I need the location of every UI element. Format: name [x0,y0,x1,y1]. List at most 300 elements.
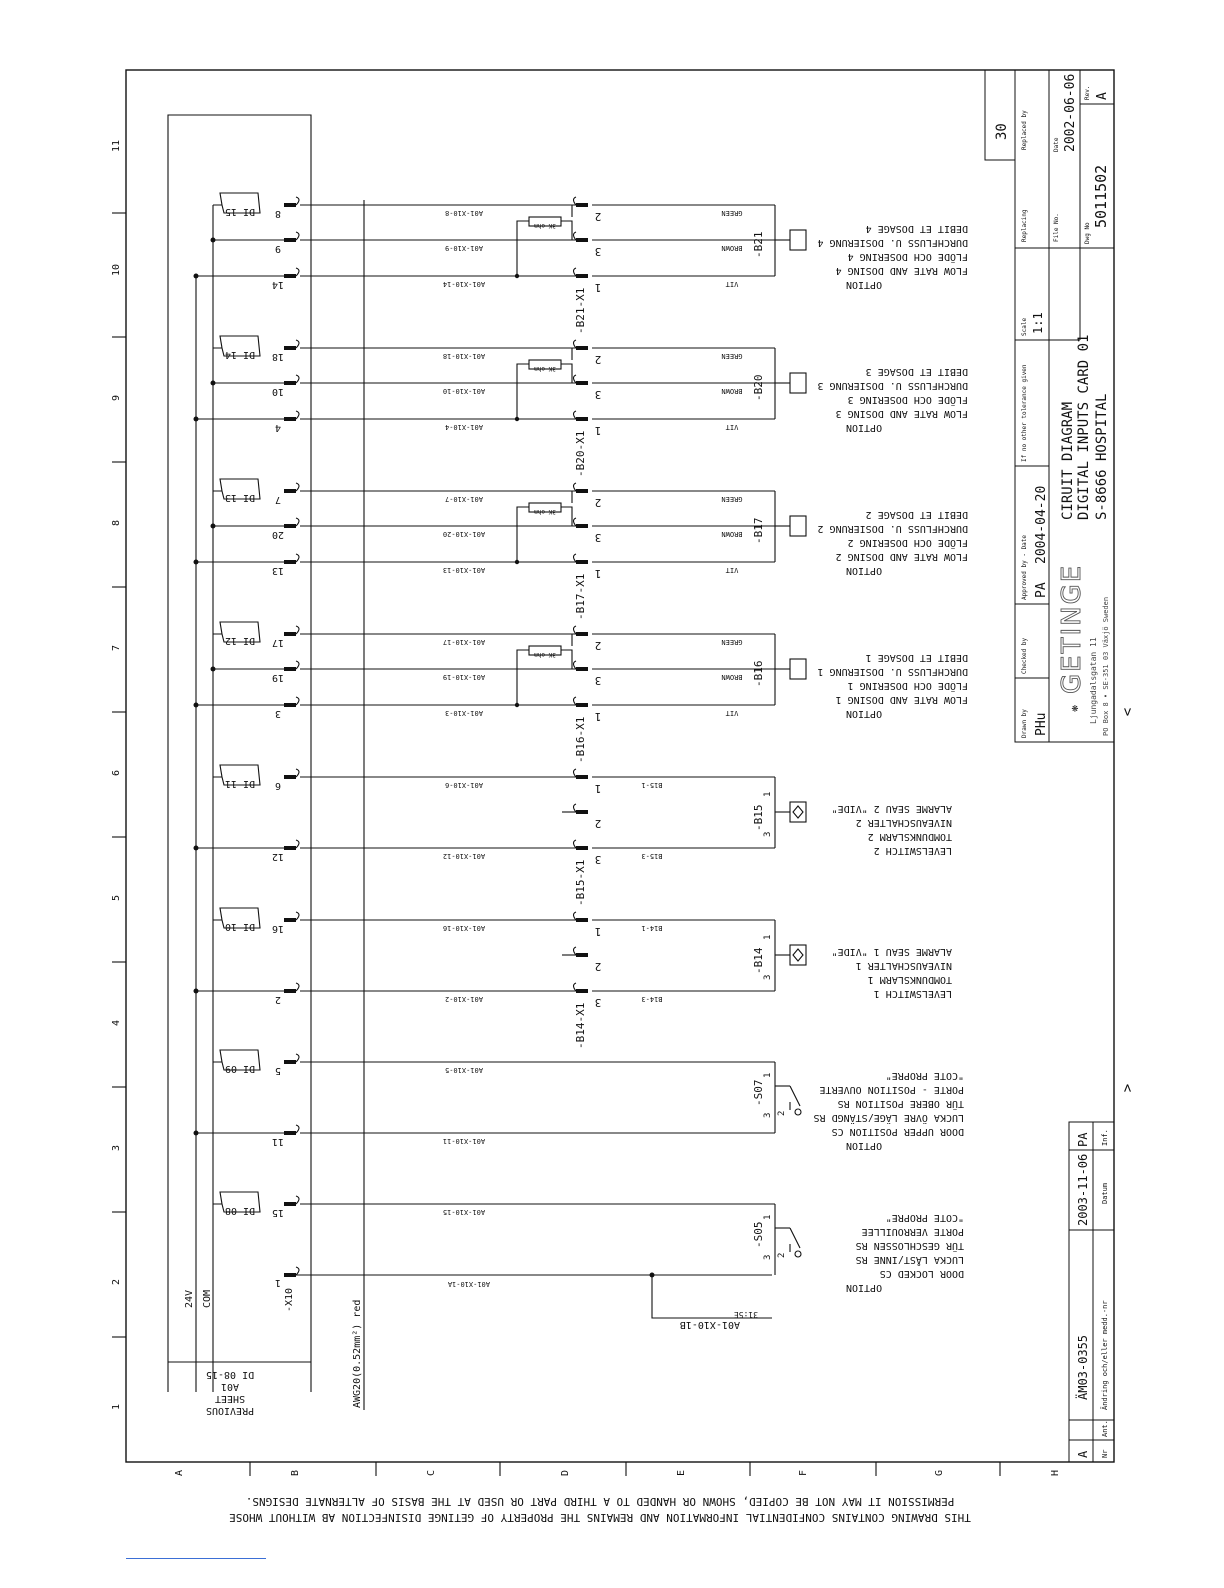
door-group-s05-switch-pin-1: 1 [763,1214,773,1220]
level-group-b15-desc-2: NIVEAUSCHALTER 2 [855,817,952,828]
flow-group-b16-t2-pin: 3 [274,708,282,719]
confidentiality-line-1: THIS DRAWING CONTAINS CONFIDENTIAL INFORMATION AND REMAINS THE PROPERTY OF GETINGE DISINFECTION AB WITHOUT WHOSE [229,1511,971,1524]
flow-group-b21-t0-pin: 8 [274,208,282,219]
level-group-b15-desc-1: TOMDUNKSLARM 2 [867,831,952,842]
level-group-b14-x1-pin-spare: 2 [594,960,602,973]
door-group-s07-switch-pin-3: 3 [763,1112,773,1118]
prev-sheet-label-2: SHEET [214,1393,246,1404]
level-group-b14-x1-pin-1: 3 [594,996,602,1009]
zone-numbers [111,140,126,1410]
logo-mark-icon: ❋ [1067,704,1081,712]
rev-label: Rev. [1084,85,1091,100]
door-group-s07-switch-pin-2: 2 [777,1110,787,1116]
flow-group-b17-color-1: BROWN [721,530,743,538]
flow-group-b21-desc-3: DEBIT ET DOSAGE 4 [865,223,968,234]
level-group-b15-desc-0: LEVELSWITCH 2 [873,845,952,856]
replaced-by-label: Replaced by [1021,110,1028,150]
flow-group-b16-x1-2-jack-hook [574,697,577,705]
flow-group-b16-option: OPTION [845,708,883,719]
approved-date: 2004-04-20 [1034,485,1049,564]
zone-number-1: 1 [111,1403,122,1411]
zone-number-3: 3 [111,1144,122,1152]
flow-group-b20-t0-terminal-hook [296,340,299,348]
flow-group-b21-res-lead-2 [517,221,529,276]
flow-group-b20-wire-label-2: A01-X10-4 [445,423,483,431]
zone-number-4: 4 [111,1019,122,1027]
flow-group-b20-di-label: DI 14 [224,349,256,360]
flow-group-b21-sensor-label: -B21 [752,231,765,258]
drawing-date: 2002-06-06 [1063,73,1078,152]
drawing-rev: A [1095,92,1110,100]
level-group-b15-x1-spare-jack [576,810,588,814]
flow-group-b20-res-junction [515,417,519,421]
door-group-s05-t0-terminal [284,1202,296,1206]
level-group-b15-t0-terminal-hook [296,769,299,777]
door-group-s05-switch-label: -S05 [752,1221,765,1248]
level-group-b15-t0-pin: 6 [274,780,282,791]
door-group-s07-t1-pin: 11 [271,1136,285,1147]
level-group-b14-desc-1: TOMDUNKSLARM 1 [867,974,952,985]
dwg-no-label: Dwg No [1084,222,1091,244]
level-group-b14-sensor-pin-1: 1 [763,934,773,940]
flow-group-b17-t2-terminal-hook [296,554,299,562]
door-group-s07-t1-terminal [284,1131,296,1135]
flow-group-b16-wire-label-2: A01-X10-3 [445,709,483,717]
flow-group-b16-x1-pin-1: 3 [594,674,602,687]
level-group-b15-t1-terminal [284,846,296,850]
level-group-b15-x1-pin-spare: 2 [594,817,602,830]
level-group-b14-wire-label-0: A01-X10-16 [442,924,486,932]
flow-group-b20-t0-pin: 18 [271,351,285,362]
flow-group-b16-desc-2: DURCHFLUSS U. DOSIERUNG 1 [817,666,968,677]
flow-group-b21-option: OPTION [845,279,883,290]
flow-group-b17-option: OPTION [845,565,883,576]
flow-group-b21-x1-1-jack-hook [574,232,577,240]
flow-group-b17-t2-terminal [284,560,296,564]
flow-group-b16-res-lead-1 [561,650,572,669]
cable-spec-label: AWG20(0.52mm²) red [352,1299,363,1408]
revision-date: 2003-11-06 [1076,1153,1090,1226]
flow-group-b21-t0-terminal [284,203,296,207]
flow-group-b20-t1-pin: 10 [271,386,285,397]
flow-group-b20-x1-pin-0: 2 [594,353,602,366]
drawing-frame [126,70,1114,1462]
flow-group-b21-x1-pin-1: 3 [594,245,602,258]
level-group-b14-sensor-label: -B14 [752,947,765,974]
level-group-b14-x1-0-jack-hook [574,912,577,920]
flow-group-b21-t1-terminal [284,238,296,242]
zone-number-5: 5 [111,894,122,902]
flow-group-b16-color-1: BROWN [721,673,743,681]
company-address-1: Ljungadalsgatan 11 [1089,637,1098,724]
flow-group-b20-x1-pin-2: 1 [594,424,602,437]
flow-group-b21-x1-pin-2: 1 [594,281,602,294]
flow-group-b21-desc-1: FLÖDE OCH DOSERING 4 [847,251,968,262]
level-group-b15-x1-0-jack [576,775,588,779]
door-group-s07-desc-4: "COTE PROPRE" [885,1070,964,1081]
flow-group-b17-desc-0: FLOW RATE AND DOSING 2 [835,551,968,562]
level-group-b15-di-label: DI 11 [224,778,256,789]
flow-group-b20-t1-terminal-hook [296,375,299,383]
col-change-label: Ändring och/eller medd.-nr [1101,1300,1109,1410]
door-group-s07-di-label: DI 09 [224,1063,256,1074]
flow-group-b20-t2-terminal-hook [296,411,299,419]
flow-group-b20-resistor-label: 3K ohm [534,365,556,372]
level-group-b14-wire-label-1: A01-X10-2 [445,995,483,1003]
flow-group-b20-wire-label-0: A01-X10-18 [442,352,486,360]
flow-group-b20-connector-label: -B20-X1 [574,430,587,477]
flow-group-b20-option: OPTION [845,422,883,433]
flow-group-b16-t1-terminal [284,667,296,671]
checked-label: Checked by [1021,637,1028,674]
zone-letter-H: H [1050,1469,1061,1477]
flow-group-b16-t2-terminal-hook [296,697,299,705]
flow-group-b21-connector-label: -B21-X1 [574,287,587,334]
flow-group-b17-wire-label-0: A01-X10-7 [445,495,483,503]
door-group-s05-di-label: DI 08 [224,1205,256,1216]
continue-arrow-down: > [1120,1083,1136,1093]
flow-group-b20-x1-2-jack [576,417,588,421]
level-group-b15-sensor-label: -B15 [752,804,765,831]
flow-group-b21-x1-0-jack [576,203,588,207]
level-group-b14-connector-label: -B14-X1 [574,1002,587,1049]
door-group-s05 [213,1192,964,1293]
flow-group-b17-x1-pin-0: 2 [594,496,602,509]
flow-group-b17-x1-1-jack-hook [574,518,577,526]
flow-group-b16-x1-2-jack [576,703,588,707]
tolerance-label: If no other tolerance given [1021,364,1028,462]
previous-sheet-block [168,115,364,1416]
drawing-number: 5011502 [1092,164,1110,228]
level-group-b14-t1-terminal [284,989,296,993]
revision-change-no: ÄM03-0355 [1076,1334,1090,1400]
flow-group-b21-t2-terminal-hook [296,268,299,276]
flow-group-b17-di-label: DI 13 [224,492,256,503]
scale-label: Scale [1021,317,1028,336]
rail-24v-label: 24V [184,1289,195,1308]
door-group-s07-wire-label-0: A01-X10-5 [445,1066,483,1074]
flow-group-b16-t0-terminal-hook [296,626,299,634]
flow-group-b17-wire-label-2: A01-X10-13 [442,566,486,574]
flow-group-b20-res-lead-2 [517,364,529,419]
door-group-s07-desc-0: DOOR UPPER POSITION CS [831,1126,964,1137]
zone-number-10: 10 [111,263,122,277]
wire-label-1b: A01-X10-1B [679,1319,740,1330]
flow-group-b17-x1-2-jack-hook [574,554,577,562]
level-group-b15-t1-pin: 12 [271,851,285,862]
door-group-s07-desc-2: TÜR OBERE POSITION RS [837,1098,964,1109]
flow-group-b16-sensor-label: -B16 [752,660,765,687]
flow-group-b17-t1-pin: 20 [271,529,285,540]
flow-group-b16-di-label: DI 12 [224,635,256,646]
col-ant-label: Ant. [1101,1420,1109,1437]
zone-number-2: 2 [111,1278,122,1286]
flow-group-b16-wire-label-0: A01-X10-17 [442,638,486,646]
level-group-b14-desc-3: ALARME SEAU 1 "VIDE" [831,946,952,957]
zone-letter-B: B [290,1469,301,1477]
level-group-b14-tag-1: B14-3 [641,995,663,1003]
flow-group-b17-t1-terminal [284,524,296,528]
sheet-number: 30 [994,123,1010,140]
flow-group-b21-x1-0-jack-hook [574,197,577,205]
level-group-b14 [194,908,953,1049]
level-group-b14-t1-terminal-hook [296,983,299,991]
flow-group-b20-color-2: VIT [725,423,739,431]
flow-group-b17-res-lead-2 [517,507,529,562]
level-group-b15-wire-label-1: A01-X10-12 [442,852,486,860]
door-group-s05-desc-0: DOOR LOCKED CS [879,1268,964,1279]
door-group-s07-switch-label: -S07 [752,1079,765,1106]
flow-group-b16-connector-label: -B16-X1 [574,716,587,763]
confidentiality-line-2: PERMISSION IT MAY NOT BE COPIED, SHOWN OR HANDED TO A THIRD PART OR USED AT THE BASIS OF ALTERNATE DESIGNS. [245,1495,955,1508]
zone-number-7: 7 [111,644,122,652]
flow-group-b21 [194,193,969,334]
level-group-b14-sensor-pin-3: 3 [763,974,773,980]
flow-group-b17-x1-pin-2: 1 [594,567,602,580]
level-group-b15-t1-terminal-hook [296,840,299,848]
zone-letter-F: F [798,1469,809,1477]
flow-group-b16-x1-pin-0: 2 [594,639,602,652]
level-group-b15-tag-0: B15-1 [641,781,663,789]
zone-letter-C: C [426,1469,437,1477]
level-group-b14-x1-1-jack [576,989,588,993]
continue-arrow-up: < [1120,707,1136,717]
flow-group-b20 [194,336,969,477]
flow-group-b20-t0-terminal [284,346,296,350]
flow-group-b21-t0-terminal-hook [296,197,299,205]
flow-group-b20-color-0: GREEN [721,352,743,360]
door-group-s07-t0-pin: 5 [274,1065,282,1076]
flow-group-b20-desc-2: DURCHFLUSS U. DOSIERUNG 3 [817,380,968,391]
level-group-b15-sensor-pin-1: 1 [763,791,773,797]
flow-group-b21-t1-terminal-hook [296,232,299,240]
level-group-b14-t0-terminal-hook [296,912,299,920]
title-block [985,70,1114,742]
drawing-title-3: S-8666 HOSPITAL [1094,393,1110,520]
flow-group-b16-sensor-box [790,659,806,679]
level-group-b15-t0-terminal [284,775,296,779]
revision-by: PA [1076,1132,1090,1147]
flow-group-b21-wire-label-2: A01-X10-14 [442,280,486,288]
door-group-s07-wire-label-1: A01-X10-11 [442,1137,486,1145]
flow-group-b17-color-0: GREEN [721,495,743,503]
level-group-b15-desc-3: ALARME SEAU 2 "VIDE" [831,803,952,814]
flow-group-b20-x1-2-jack-hook [574,411,577,419]
zone-letters [174,1462,1061,1476]
company-logo: GETINGE [1057,563,1087,694]
level-group-b15-x1-1-jack-hook [574,840,577,848]
flow-group-b21-desc-2: DURCHFLUSS U. DOSIERUNG 4 [817,237,968,248]
level-group-b14-t1-pin: 2 [274,994,282,1005]
door-group-s07-switch-pin-1: 1 [763,1072,773,1078]
level-group-b14-x1-0-jack [576,918,588,922]
scale-value: 1:1 [1031,312,1045,334]
door-group-s05-desc-4: "COTE PROPRE" [885,1212,964,1223]
door-group-s05-switch-pin-2: 2 [777,1252,787,1258]
revision-letter: A [1076,1450,1090,1458]
door-group-s05-desc-3: PORTE VERROUILLEE [861,1226,964,1237]
flow-group-b16-x1-0-jack [576,632,588,636]
flow-group-b16-t1-pin: 19 [271,672,285,683]
revision-block [1069,1122,1114,1462]
door-group-s07-desc-3: PORTE - POSITION OUVERTE [819,1084,964,1095]
flow-group-b16-desc-3: DEBIT ET DOSAGE 1 [865,652,968,663]
underline-link [126,1558,266,1559]
level-group-b15-tag-1: B15-3 [641,852,663,860]
door-group-s05-t0-terminal-hook [296,1196,299,1204]
door-group-s07-switch-actuator-icon [795,1109,801,1115]
level-group-b15-x1-spare-jack-hook [574,804,577,812]
approved-by: PA [1034,582,1049,598]
flow-group-b16-x1-0-jack-hook [574,626,577,634]
flow-group-b16-x1-1-jack-hook [574,661,577,669]
zone-number-11: 11 [111,139,122,153]
level-group-b14-x1-spare-jack-hook [574,947,577,955]
door-group-s05-option: OPTION [845,1282,883,1293]
door-group-s07-t1-terminal-hook [296,1125,299,1133]
level-group-b15-wire-label-0: A01-X10-6 [445,781,483,789]
flow-group-b21-res-junction [515,274,519,278]
flow-group-b21-t2-terminal [284,274,296,278]
flow-group-b21-t1-pin: 9 [274,243,282,254]
flow-group-b20-x1-1-jack-hook [574,375,577,383]
flow-group-b17-desc-3: DEBIT ET DOSAGE 2 [865,509,968,520]
flow-group-b20-sensor-box [790,373,806,393]
replacing-label: Replacing [1021,209,1028,242]
flow-group-b17-wire-label-1: A01-X10-20 [442,530,486,538]
zone-number-8: 8 [111,519,122,527]
level-group-b14-tag-0: B14-1 [641,924,663,932]
level-group-b14-x1-spare-jack [576,953,588,957]
flow-group-b20-color-1: BROWN [721,387,743,395]
flow-group-b17-desc-2: DURCHFLUSS U. DOSIERUNG 2 [817,523,968,534]
flow-group-b20-t1-terminal [284,381,296,385]
flow-group-b16-wire-label-1: A01-X10-19 [442,673,486,681]
col-nr-label: Nr [1101,1449,1109,1458]
flow-group-b16-res-junction [515,703,519,707]
flow-group-b17-t0-pin: 7 [274,494,282,505]
flow-group-b17-desc-1: FLÖDE OCH DOSERING 2 [847,537,968,548]
flow-group-b20-res-lead-1 [561,364,572,383]
flow-group-b17-x1-0-jack [576,489,588,493]
flow-group-b21-x1-2-jack [576,274,588,278]
flow-group-b16-desc-0: FLOW RATE AND DOSING 1 [835,694,968,705]
zone-number-9: 9 [111,394,122,402]
drawn-by: PHu [1034,712,1049,736]
flow-group-b20-t2-pin: 4 [274,422,282,433]
level-group-b14-desc-2: NIVEAUSCHALTER 1 [855,960,952,971]
door-group-s05-t0-pin: 15 [271,1207,285,1218]
flow-group-b17-t0-terminal-hook [296,483,299,491]
flow-group-b21-t2-pin: 14 [271,279,285,290]
flow-group-b21-desc-0: FLOW RATE AND DOSING 4 [835,265,968,276]
flow-group-b21-x1-1-jack [576,238,588,242]
company-address-2: PO Box 8 • SE-351 03 Växjö Sweden [1102,596,1110,736]
flow-group-b21-color-0: GREEN [721,209,743,217]
prev-sheet-label-4: DI 08-15 [205,1369,255,1380]
door-group-s07-desc-1: LUCKA ÖVRE LÄGE/STÄNGD RS [813,1112,964,1123]
flow-group-b16-x1-1-jack [576,667,588,671]
door-group-s05-switch-actuator-icon [795,1251,801,1257]
flow-group-b16-res-lead-2 [517,650,529,705]
flow-group-b17-color-2: VIT [725,566,739,574]
flow-group-b21-x1-pin-0: 2 [594,210,602,223]
flow-group-b21-di-label: DI 15 [224,206,256,217]
door-group-s05-desc-2: TÜR GESCHLOSSEN RS [855,1240,964,1251]
door-group-s07-t0-terminal-hook [296,1054,299,1062]
zone-letter-D: D [560,1469,571,1477]
approved-label: Approved by - Date [1021,534,1028,600]
flow-group-b17-resistor-label: 3K ohm [534,508,556,515]
prev-sheet-label-1: PREVIOUS [205,1405,255,1416]
flow-group-b17-x1-0-jack-hook [574,483,577,491]
flow-group-b16-color-2: VIT [725,709,739,717]
flow-group-b17-t2-pin: 13 [271,565,285,576]
confidentiality-notice [229,1495,971,1524]
drawing-title-1: CIRUIT DIAGRAM [1060,401,1076,520]
level-group-b15-x1-pin-0: 1 [594,782,602,795]
level-group-b15-connector-label: -B15-X1 [574,859,587,906]
flow-group-b21-color-1: BROWN [721,244,743,252]
flow-group-b17-res-junction [515,560,519,564]
flow-group-b17-x1-pin-1: 3 [594,531,602,544]
flow-group-b20-x1-pin-1: 3 [594,388,602,401]
flow-group-b21-sensor-box [790,230,806,250]
input-groups [194,193,969,1293]
door-group-s07-switch-blade [790,1086,800,1106]
level-group-b14-x1-pin-0: 1 [594,925,602,938]
zone-letter-E: E [676,1469,687,1477]
level-group-b14-t0-terminal [284,918,296,922]
flow-group-b17-t1-terminal-hook [296,518,299,526]
file-no-label: File No. [1053,213,1060,242]
flow-group-b17-res-lead-1 [561,507,572,526]
door-group-s07-option: OPTION [845,1140,883,1151]
level-group-b14-t0-pin: 16 [271,923,285,934]
flow-group-b17-connector-label: -B17-X1 [574,573,587,620]
flow-group-b17-t0-terminal [284,489,296,493]
flow-group-b17-x1-2-jack [576,560,588,564]
flow-group-b20-t2-terminal [284,417,296,421]
prev-sheet-label-3: A01 [220,1381,240,1392]
flow-group-b20-sensor-label: -B20 [752,374,765,401]
door-group-s05-wire-label-0: A01-X10-15 [442,1208,486,1216]
level-group-b15-x1-0-jack-hook [574,769,577,777]
level-group-b15-float-icon [793,806,803,818]
door-group-s05-desc-1: LUCKA LÅST/INNE RS [855,1254,964,1265]
zone-number-6: 6 [111,769,122,777]
flow-group-b16-color-0: GREEN [721,638,743,646]
connector-x10-label: -X10 [284,1287,295,1312]
cross-ref-label: 31:5E [733,1310,758,1319]
flow-group-b21-color-2: VIT [725,280,739,288]
flow-group-b21-res-lead-1 [561,221,572,240]
drawn-label: Drawn by [1021,709,1028,738]
flow-group-b20-desc-0: FLOW RATE AND DOSING 3 [835,408,968,419]
level-group-b14-x1-1-jack-hook [574,983,577,991]
flow-group-b17-sensor-box [790,516,806,536]
flow-group-b20-desc-3: DEBIT ET DOSAGE 3 [865,366,968,377]
flow-group-b16 [194,622,969,763]
flow-group-b20-wire-label-1: A01-X10-10 [442,387,486,395]
level-group-b15 [194,765,953,906]
date-label: Date [1053,137,1060,152]
col-inf-label: Inf. [1101,1129,1109,1146]
flow-group-b16-t2-terminal [284,703,296,707]
level-group-b15-x1-pin-1: 3 [594,853,602,866]
flow-group-b17-sensor-label: -B17 [752,517,765,544]
level-group-b14-di-label: DI 10 [224,921,256,932]
